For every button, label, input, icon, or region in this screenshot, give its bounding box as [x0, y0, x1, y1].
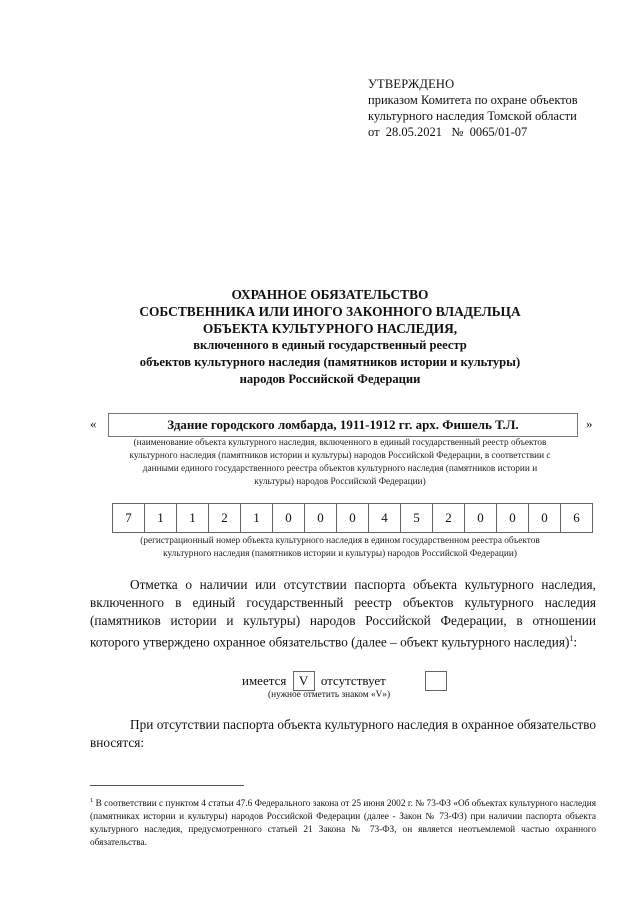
reg-digit-cell[interactable]: 1	[144, 503, 177, 533]
caption-line: (регистрационный номер объекта культурного наследия в едином государственном реестра объектов	[140, 536, 540, 546]
document-title	[80, 286, 580, 388]
footnote-text: В соответствии с пунктом 4 статьи 47.6 Федерального закона от 25 июня 2002 г. № 73-ФЗ «Об объектах культурного наследия (памятниках истории и культуры) народов Российской Федерации (далее - Закон № 73-ФЗ) при наличии паспорта объекта культурного наследия, предусмотренного статьей 21 Закона № 73-ФЗ, он является неотъемлемой частью охранного обязательства.	[90, 799, 596, 849]
reg-digit-cell[interactable]: 2	[208, 503, 241, 533]
has-passport-label: имеется	[242, 673, 287, 689]
has-passport-checkbox[interactable]: V	[293, 671, 315, 691]
passport-text-end: :	[573, 634, 578, 650]
title-line: народов Российской Федерации	[239, 372, 421, 386]
passport-text: Отметка о наличии или отсутствии паспорта объекта культурного наследия, включенного в единый государственный реестр объектов культурного наследия (памятников истории и культуры) народов Российской Федерации, в отношении которого утверждено охранное обязательство (далее – объект культурного наследия)	[90, 577, 596, 650]
reg-digit-cell[interactable]: 0	[304, 503, 337, 533]
caption-line: данными единого государственного реестра объектов культурного наследия (памятников истории и	[142, 464, 538, 474]
reg-digit-cell[interactable]: 6	[560, 503, 593, 533]
reg-digit-cell[interactable]: 1	[176, 503, 209, 533]
caption-line: (наименование объекта культурного наследия, включенного в единый государственный реестр объектов	[133, 438, 547, 448]
reg-digit-cell[interactable]: 0	[496, 503, 529, 533]
open-quote: «	[90, 416, 97, 431]
reg-digit-cell[interactable]: 5	[400, 503, 433, 533]
reg-digit-cell[interactable]: 0	[272, 503, 305, 533]
approval-stamp	[368, 76, 608, 140]
title-line: объектов культурного наследия (памятников истории и культуры)	[139, 355, 521, 369]
reg-digit-cell[interactable]: 0	[336, 503, 369, 533]
footnote-divider	[90, 785, 244, 786]
footnote-ref[interactable]: 1	[569, 634, 574, 643]
approval-order-line1: приказом Комитета по охране объектов	[368, 93, 578, 107]
title-line: включенного в единый государственный реестр	[193, 338, 467, 352]
passport-paragraph	[90, 576, 596, 651]
caption-line: культурного наследия (памятников истории и культуры) народов Российской Федерации)	[163, 549, 517, 559]
reg-digit-cell[interactable]: 1	[240, 503, 273, 533]
title-line: ОБЪЕКТА КУЛЬТУРНОГО НАСЛЕДИЯ,	[202, 321, 458, 336]
title-line: ОХРАННОЕ ОБЯЗАТЕЛЬСТВО	[231, 287, 429, 302]
footnote-mark: 1	[90, 797, 94, 804]
no-passport-label: отсутствует	[320, 673, 386, 689]
passport-choice	[242, 669, 450, 691]
title-line: СОБСТВЕННИКА ИЛИ ИНОГО ЗАКОННОГО ВЛАДЕЛЬЦА	[139, 304, 521, 319]
reg-digit-cell[interactable]: 0	[464, 503, 497, 533]
approval-word: УТВЕРЖДЕНО	[368, 77, 455, 91]
caption-line: культурного наследия (памятников истории и культуры) народов Российской Федерации, в соответствии с	[129, 451, 551, 461]
absence-paragraph: При отсутствии паспорта объекта культурного наследия в охранное обязательство вносятся:	[90, 717, 597, 750]
no-passport-checkbox[interactable]	[425, 671, 447, 691]
reg-digit-cell[interactable]: 2	[432, 503, 465, 533]
object-name-field[interactable]: Здание городского ломбарда, 1911-1912 гг. арх. Фишель Т.Л.	[108, 413, 578, 437]
registration-number-cells	[112, 503, 592, 533]
reg-digit-cell[interactable]: 4	[368, 503, 401, 533]
footnote	[90, 794, 596, 850]
object-name-row	[88, 413, 608, 437]
reg-digit-cell[interactable]: 7	[112, 503, 145, 533]
choice-note: (нужное отметить знаком «V»)	[268, 690, 391, 700]
approval-order-line2: культурного наследия Томской области	[368, 109, 577, 123]
approval-date-number: от 28.05.2021 № 0065/01-07	[368, 125, 528, 139]
reg-digit-cell[interactable]: 0	[528, 503, 561, 533]
close-quote: »	[586, 416, 593, 431]
registration-caption	[100, 535, 580, 561]
object-name-caption	[100, 437, 580, 489]
caption-line: культуры) народов Российской Федерации)	[254, 477, 426, 487]
